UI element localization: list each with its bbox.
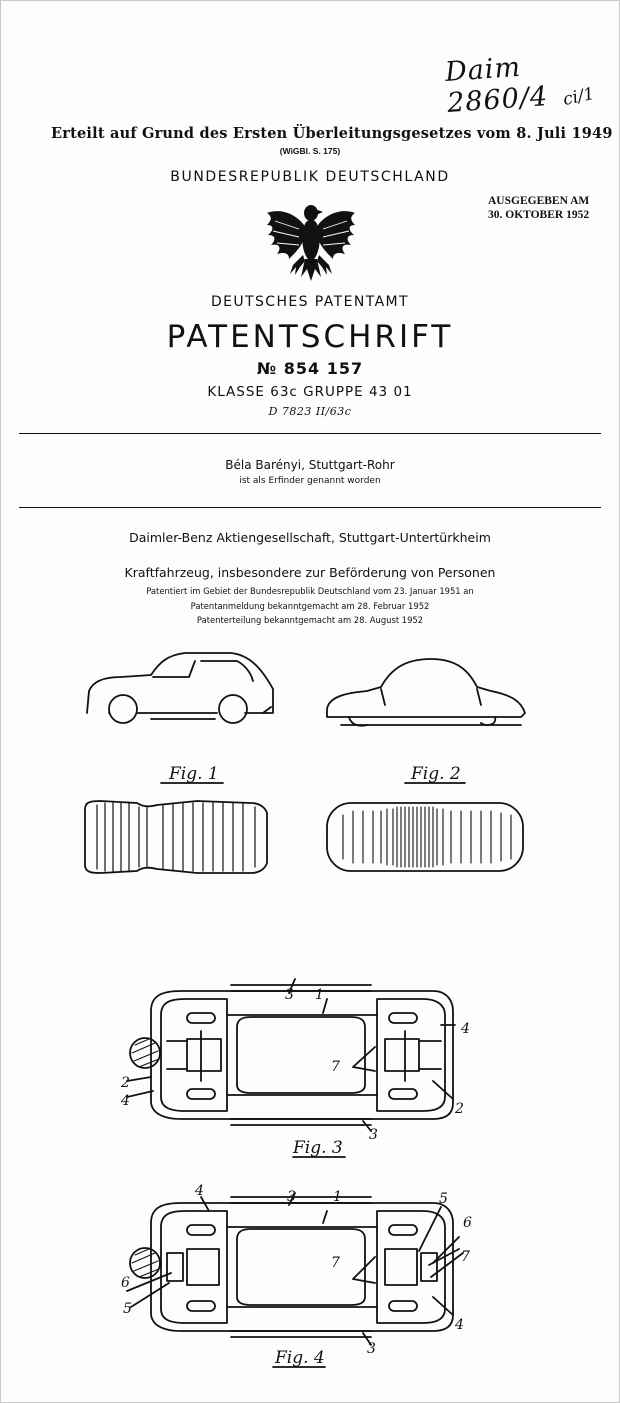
- ref-numeral: 1: [315, 987, 324, 1003]
- ref-numeral: 6: [121, 1275, 130, 1291]
- publication-date-line: Patentanmeldung bekanntgemacht am 28. Februar 1952: [190, 601, 430, 611]
- handwritten-archive-note: Daim 2860/4: [444, 51, 550, 119]
- fig4-chassis-plan: [127, 1193, 463, 1367]
- fig1-caption: Fig. 1: [169, 764, 219, 784]
- ref-numeral: 2: [121, 1075, 130, 1091]
- divider-rule: [19, 507, 601, 508]
- fig1-car-side-view: [87, 653, 273, 723]
- ref-numeral: 4: [195, 1183, 204, 1199]
- ref-numeral: 5: [439, 1191, 448, 1207]
- ref-numeral: 3: [367, 1341, 376, 1357]
- gazette-reference: (WiGBl. S. 175): [279, 146, 341, 156]
- invention-title: Kraftfahrzeug, insbesondere zur Beförderung von Personen: [124, 565, 496, 580]
- issue-date-block: [488, 194, 589, 222]
- ref-numeral: 3: [287, 1189, 296, 1205]
- patent-number: № 854 157: [256, 359, 364, 378]
- ref-numeral: 7: [331, 1255, 340, 1271]
- patent-classification: KLASSE 63c GRUPPE 43 01: [207, 384, 413, 400]
- applicant-name: Daimler-Benz Aktiengesellschaft, Stuttgart-Untertürkheim: [129, 530, 491, 545]
- ref-numeral: 7: [461, 1249, 470, 1265]
- handwritten-archive-subnote: ci/1: [561, 83, 597, 111]
- ref-numeral: 3: [285, 987, 294, 1003]
- ref-numeral: 4: [455, 1317, 464, 1333]
- file-reference: D 7823 II/63c: [268, 405, 352, 418]
- ref-numeral: 4: [461, 1021, 470, 1037]
- ref-numeral: 6: [463, 1215, 472, 1231]
- patent-drawings: [1, 641, 619, 1381]
- ref-numeral: 7: [331, 1059, 340, 1075]
- fig2-car-top-view: [327, 803, 523, 871]
- ref-numeral: 4: [121, 1093, 130, 1109]
- issued-date: 30. OKTOBER 1952: [488, 209, 590, 221]
- fig4-caption: Fig. 4: [275, 1348, 325, 1368]
- document-type-title: PATENTSCHRIFT: [166, 319, 454, 355]
- patent-office-name: DEUTSCHES PATENTAMT: [211, 294, 409, 310]
- patent-date-line: Patentiert im Gebiet der Bundesrepublik Deutschland vom 23. Januar 1951 an: [146, 586, 474, 596]
- federal-eagle-icon: [263, 199, 359, 285]
- ref-numeral: 2: [455, 1101, 464, 1117]
- ref-numeral: 5: [123, 1301, 132, 1317]
- inventor-note: ist als Erfinder genannt worden: [239, 476, 381, 486]
- divider-rule: [19, 433, 601, 434]
- fig3-caption: Fig. 3: [293, 1138, 343, 1158]
- fig3-chassis-plan: [127, 979, 455, 1157]
- grant-statement: Erteilt auf Grund des Ersten Überleitungsgesetzes vom 8. Juli 1949: [51, 125, 613, 142]
- issued-label: AUSGEGEBEN AM: [488, 195, 590, 207]
- inventor-name: Béla Barényi, Stuttgart-Rohr: [225, 458, 395, 472]
- fig1-car-top-view: [85, 801, 267, 873]
- ref-numeral: 1: [333, 1189, 342, 1205]
- grant-publication-date-line: Patenterteilung bekanntgemacht am 28. August 1952: [196, 615, 424, 625]
- ref-numeral: 3: [369, 1127, 378, 1143]
- fig2-caption: Fig. 2: [411, 764, 461, 784]
- fig2-car-side-view: [327, 659, 525, 726]
- country-heading: BUNDESREPUBLIK DEUTSCHLAND: [170, 169, 450, 185]
